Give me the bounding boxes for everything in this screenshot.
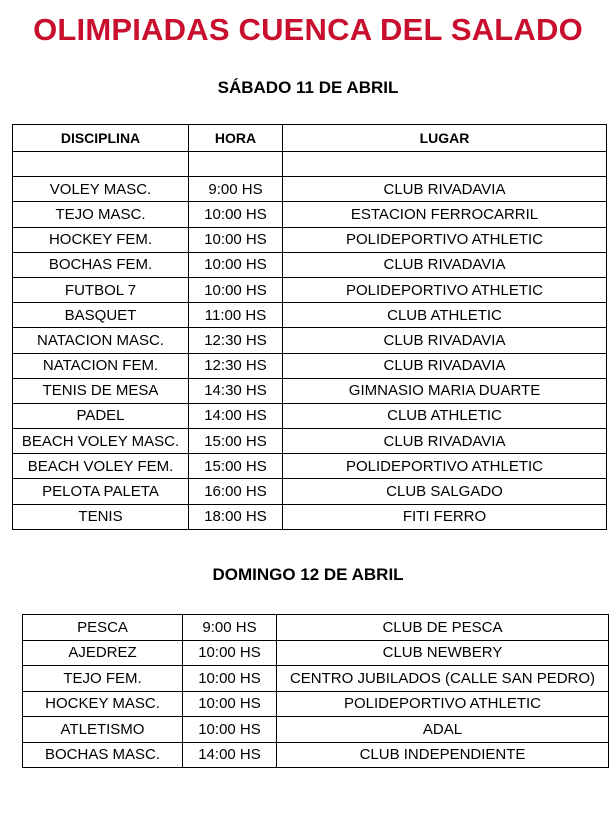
table-row (23, 615, 609, 641)
cell-place: POLIDEPORTIVO ATHLETIC (283, 454, 607, 479)
cell-place: POLIDEPORTIVO ATHLETIC (283, 227, 607, 252)
table-row (13, 202, 607, 227)
cell-discipline: FUTBOL 7 (13, 277, 189, 302)
cell-place: POLIDEPORTIVO ATHLETIC (283, 277, 607, 302)
day2-heading: DOMINGO 12 DE ABRIL (212, 565, 404, 584)
page-title: OLIMPIADAS CUENCA DEL SALADO (33, 12, 583, 47)
cell-place: ADAL (277, 717, 609, 743)
table-row (13, 479, 607, 504)
day1-schedule-table (12, 124, 607, 530)
cell-place: ESTACION FERROCARRIL (283, 202, 607, 227)
cell-place: CLUB RIVADAVIA (283, 353, 607, 378)
table-row (13, 227, 607, 252)
table-row (13, 353, 607, 378)
table-row (13, 378, 607, 403)
cell-place: CLUB RIVADAVIA (283, 429, 607, 454)
cell-time: 10:00 HS (189, 202, 283, 227)
table-row (23, 717, 609, 743)
cell-time: 10:00 HS (183, 691, 277, 717)
cell-discipline: TEJO FEM. (23, 666, 183, 692)
cell-place: GIMNASIO MARIA DUARTE (283, 378, 607, 403)
column-header-discipline: DISCIPLINA (13, 125, 189, 152)
cell-discipline: NATACION FEM. (13, 353, 189, 378)
cell-place: CLUB RIVADAVIA (283, 177, 607, 202)
cell-place (283, 152, 607, 177)
table-row (13, 454, 607, 479)
cell-time: 9:00 HS (189, 177, 283, 202)
cell-discipline: HOCKEY MASC. (23, 691, 183, 717)
day2-schedule-table (22, 614, 609, 768)
table-row (13, 177, 607, 202)
table-row (13, 403, 607, 428)
cell-time: 9:00 HS (183, 615, 277, 641)
cell-time: 10:00 HS (183, 666, 277, 692)
table-row (13, 252, 607, 277)
cell-time: 10:00 HS (189, 252, 283, 277)
cell-time: 10:00 HS (189, 277, 283, 302)
cell-time: 15:00 HS (189, 454, 283, 479)
cell-time: 15:00 HS (189, 429, 283, 454)
cell-discipline: TENIS (13, 504, 189, 529)
cell-discipline (13, 152, 189, 177)
cell-time: 14:00 HS (183, 742, 277, 768)
cell-discipline: BEACH VOLEY FEM. (13, 454, 189, 479)
table-row (13, 328, 607, 353)
cell-place: FITI FERRO (283, 504, 607, 529)
table-row (13, 303, 607, 328)
cell-discipline: PESCA (23, 615, 183, 641)
table-row (13, 152, 607, 177)
cell-discipline: AJEDREZ (23, 640, 183, 666)
cell-discipline: TEJO MASC. (13, 202, 189, 227)
cell-time: 11:00 HS (189, 303, 283, 328)
table-row (13, 429, 607, 454)
cell-discipline: HOCKEY FEM. (13, 227, 189, 252)
cell-time: 12:30 HS (189, 353, 283, 378)
cell-discipline: PADEL (13, 403, 189, 428)
cell-place: CLUB DE PESCA (277, 615, 609, 641)
cell-place: CLUB ATHLETIC (283, 403, 607, 428)
column-header-time: HORA (189, 125, 283, 152)
cell-discipline: NATACION MASC. (13, 328, 189, 353)
cell-discipline: BASQUET (13, 303, 189, 328)
cell-time: 10:00 HS (183, 640, 277, 666)
cell-discipline: BEACH VOLEY MASC. (13, 429, 189, 454)
cell-time: 16:00 HS (189, 479, 283, 504)
cell-time: 18:00 HS (189, 504, 283, 529)
table-row (23, 742, 609, 768)
table-row (23, 666, 609, 692)
table-row (23, 640, 609, 666)
day1-heading: SÁBADO 11 DE ABRIL (217, 78, 399, 97)
cell-time (189, 152, 283, 177)
column-header-place: LUGAR (283, 125, 607, 152)
cell-discipline: ATLETISMO (23, 717, 183, 743)
table-row (13, 504, 607, 529)
cell-place: CENTRO JUBILADOS (CALLE SAN PEDRO) (277, 666, 609, 692)
cell-discipline: PELOTA PALETA (13, 479, 189, 504)
cell-time: 10:00 HS (183, 717, 277, 743)
table-row (13, 277, 607, 302)
cell-place: CLUB RIVADAVIA (283, 328, 607, 353)
cell-time: 10:00 HS (189, 227, 283, 252)
cell-place: POLIDEPORTIVO ATHLETIC (277, 691, 609, 717)
table-header-row (13, 125, 607, 152)
cell-discipline: BOCHAS FEM. (13, 252, 189, 277)
cell-place: CLUB SALGADO (283, 479, 607, 504)
cell-time: 14:00 HS (189, 403, 283, 428)
cell-discipline: VOLEY MASC. (13, 177, 189, 202)
table-row (23, 691, 609, 717)
cell-place: CLUB ATHLETIC (283, 303, 607, 328)
cell-place: CLUB RIVADAVIA (283, 252, 607, 277)
cell-time: 14:30 HS (189, 378, 283, 403)
cell-place: CLUB NEWBERY (277, 640, 609, 666)
cell-time: 12:30 HS (189, 328, 283, 353)
cell-place: CLUB INDEPENDIENTE (277, 742, 609, 768)
cell-discipline: TENIS DE MESA (13, 378, 189, 403)
cell-discipline: BOCHAS MASC. (23, 742, 183, 768)
